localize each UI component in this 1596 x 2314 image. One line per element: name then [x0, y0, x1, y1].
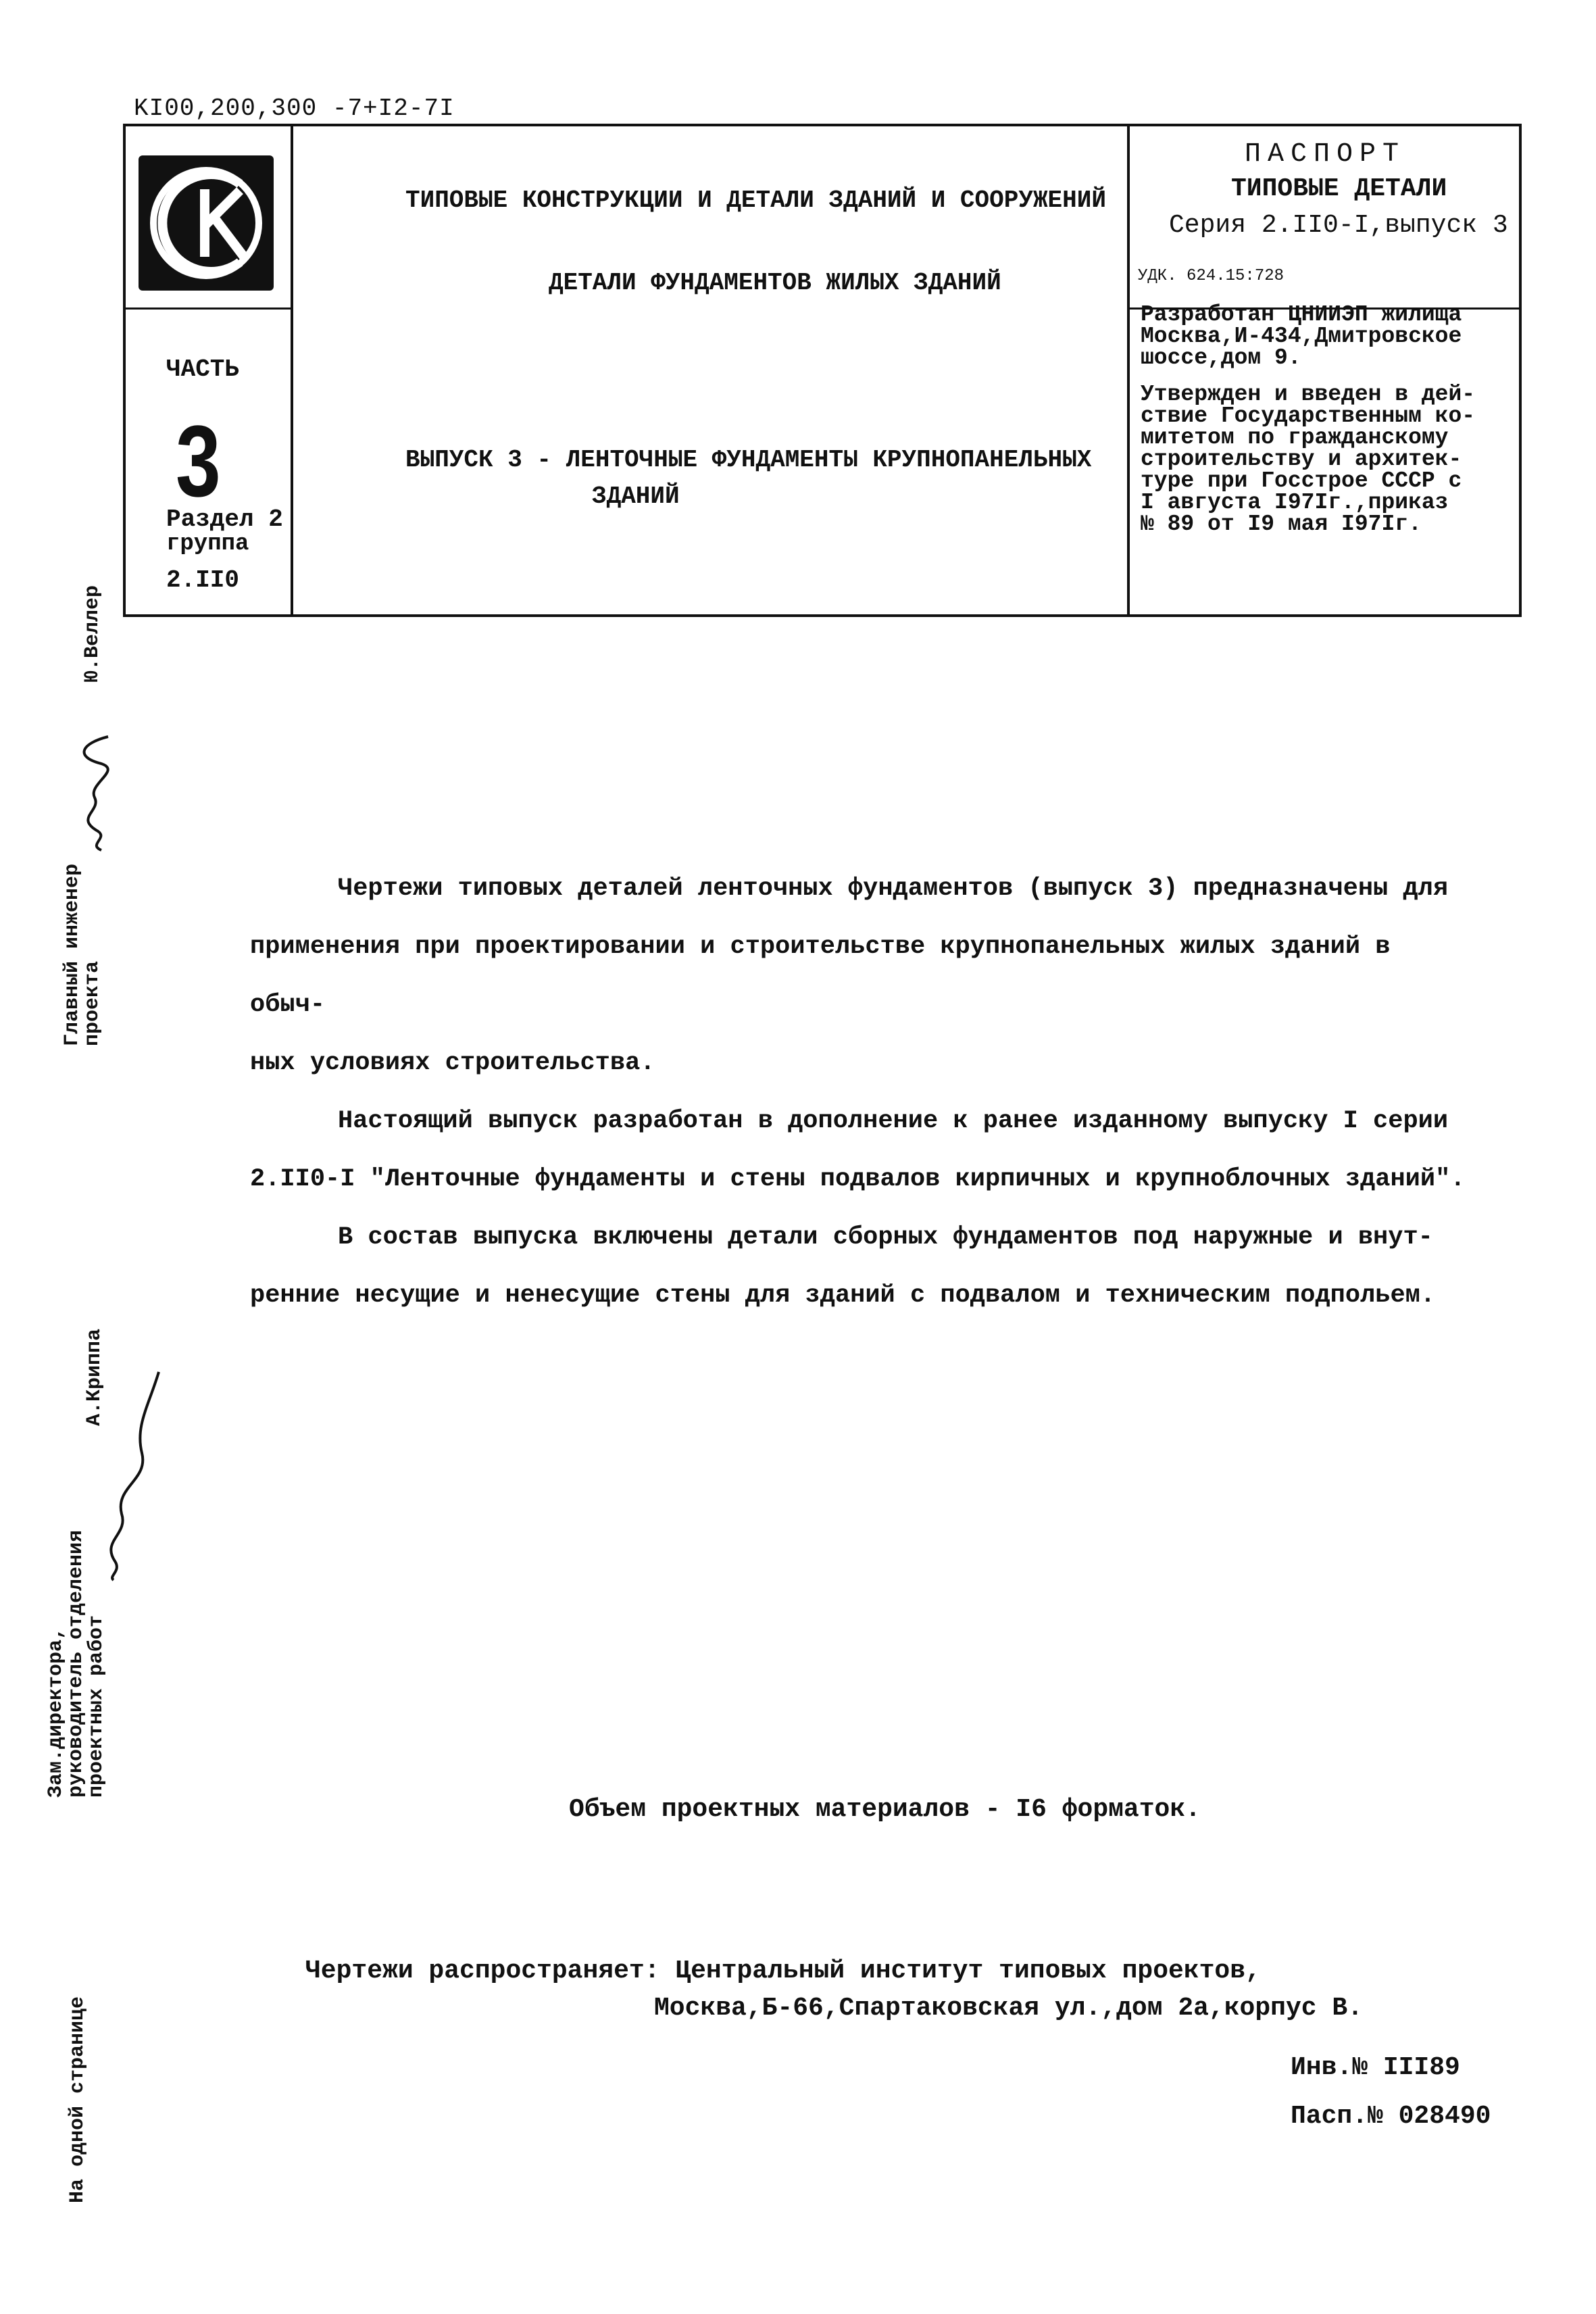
issue-title-line1: ВЫПУСК 3 - ЛЕНТОЧНЫЕ ФУНДАМЕНТЫ КРУПНОПАНЕЛЬНЫХ [405, 446, 1092, 474]
approved-line: митетом по гражданскому [1141, 425, 1449, 450]
udk-code: УДК. 624.15:728 [1138, 267, 1285, 285]
body-text [250, 860, 1466, 1325]
approved-line: № 89 от I9 мая I97Iг. [1141, 512, 1422, 537]
distributor-line1: Чертежи распространяет: Центральный институт типовых проектов, [305, 1956, 1261, 1986]
group-number: 2.II0 [166, 566, 240, 594]
part-number: 3 [176, 404, 221, 518]
body-line: 2.II0-I "Ленточные фундаменты и стены подвалов кирпичных и крупноблочных зданий". [250, 1165, 1466, 1193]
chief-engineer-label: Главный инженер проекта [61, 863, 104, 1046]
passport-subtitle: ТИПОВЫЕ ДЕТАЛИ [1231, 174, 1447, 203]
inventory-number: Инв.№ III89 [1291, 2053, 1460, 2082]
ck-logo [139, 155, 274, 291]
passport-title: ПАСПОРТ [1245, 139, 1406, 170]
approved-line: туре при Госстрое СССР с [1141, 468, 1462, 493]
approved-line: I августа I97Iг.,приказ [1141, 490, 1449, 515]
chief-engineer-signature [61, 730, 128, 852]
approved-line: Утвержден и введен в дей- [1141, 382, 1476, 407]
passport-details [1141, 304, 1514, 535]
document-code: KI00,200,300 -7+I2-7I [134, 95, 455, 122]
part-label: ЧАСТЬ [166, 355, 240, 383]
deputy-director-label: Зам.директора, руководитель отделения проектных работ [45, 1529, 108, 1798]
body-line: Чертежи типовых деталей ленточных фундаментов (выпуск 3) предназначены для [338, 875, 1449, 903]
one-side-note: На одной странице [66, 1996, 89, 2203]
main-title: ТИПОВЫЕ КОНСТРУКЦИИ И ДЕТАЛИ ЗДАНИЙ И СООРУЖЕНИЙ [405, 187, 1106, 214]
deputy-director-signature [95, 1365, 169, 1581]
developed-line: шоссе,дом 9. [1141, 345, 1301, 370]
title-block-divider-right [1127, 124, 1130, 617]
chief-engineer-name: Ю.Веллер [81, 585, 104, 683]
deputy-director-name: А.Криппа [83, 1328, 106, 1426]
stamp-divider [126, 307, 291, 310]
sub-title: ДЕТАЛИ ФУНДАМЕНТОВ ЖИЛЫХ ЗДАНИЙ [549, 269, 1001, 297]
body-line: ных условиях строительства. [250, 1049, 655, 1077]
developed-line: Москва,И-434,Дмитровское [1141, 324, 1462, 349]
passport-series: Серия 2.II0-I,выпуск 3 [1169, 211, 1508, 240]
title-block-divider-left [291, 124, 293, 617]
developed-line: Разработан ЦНИИЭП жилища [1141, 302, 1462, 327]
body-line: ренние несущие и ненесущие стены для зданий с подвалом и техническим подпольем. [250, 1281, 1436, 1310]
group-label: группа [166, 531, 249, 557]
body-line: Настоящий выпуск разработан в дополнение к ранее изданному выпуску I серии [338, 1107, 1449, 1135]
distributor-line2: Москва,Б-66,Спартаковская ул.,дом 2а,корпус В. [654, 1994, 1363, 2023]
section-label: Раздел 2 [166, 506, 283, 533]
passport-number: Пасп.№ 028490 [1291, 2102, 1491, 2131]
volume-note: Объем проектных материалов - I6 форматок. [569, 1795, 1201, 1824]
issue-title-line2: ЗДАНИЙ [592, 483, 680, 510]
body-line: В состав выпуска включены детали сборных фундаментов под наружные и внут- [338, 1223, 1433, 1252]
body-line: применения при проектировании и строительстве крупнопанельных жилых зданий в обыч- [250, 933, 1391, 1019]
approved-line: строительству и архитек- [1141, 447, 1462, 472]
approved-line: ствие Государственным ко- [1141, 403, 1476, 428]
ck-logo-icon [139, 155, 274, 291]
